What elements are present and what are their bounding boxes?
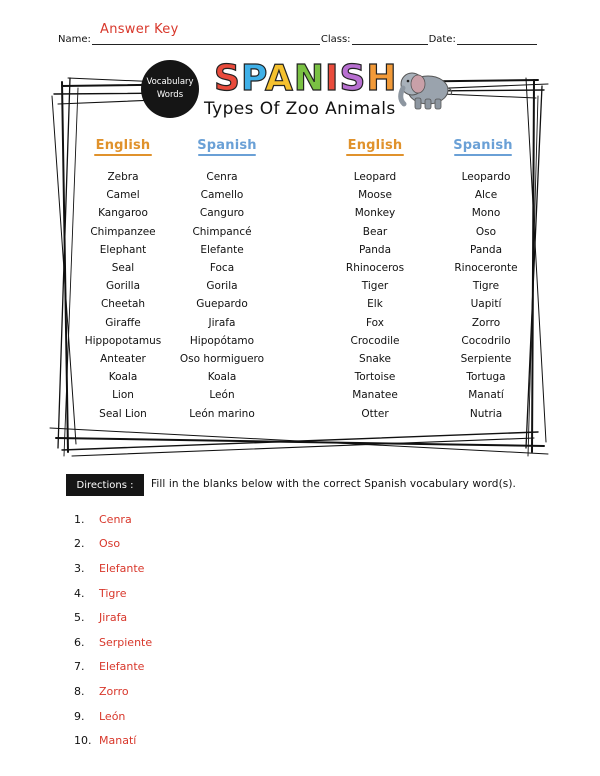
answer-row	[74, 605, 152, 630]
title-letter: I	[325, 58, 340, 99]
answer-number: 7.	[74, 660, 85, 674]
title-letter: H	[366, 58, 398, 99]
elephant-icon	[398, 68, 456, 112]
answer-list	[74, 507, 152, 753]
spanish-header-text: Spanish	[197, 138, 257, 153]
vocab-word: Anteater	[100, 353, 146, 366]
directions-text: Fill in the blanks below with the correct Spanish vocabulary word(s).	[151, 478, 516, 490]
vocab-word: Elephant	[99, 243, 147, 256]
answer-number: 4.	[74, 586, 85, 600]
spanish-header-text: Spanish	[453, 138, 513, 153]
vocab-word: Oso hormiguero	[179, 353, 265, 366]
badge-line-2: Words	[156, 90, 184, 100]
vocab-word: Tortoise	[354, 371, 396, 384]
name-label: Name:	[58, 34, 91, 45]
vocab-word: Guepardo	[196, 298, 248, 311]
answer-word: Cenra	[99, 512, 132, 526]
header-underline	[94, 154, 152, 156]
vocab-word: Fox	[366, 316, 384, 329]
vocab-word: León	[209, 389, 235, 402]
header-underline	[198, 154, 256, 156]
title-letter: S	[339, 58, 367, 99]
answer-word: Manatí	[99, 734, 137, 748]
vocab-word: Zebra	[107, 171, 139, 183]
answer-word: Elefante	[99, 561, 145, 575]
vocab-word: Cheetah	[100, 298, 146, 311]
vocab-word: Canguro	[199, 207, 245, 220]
vocab-word: Panda	[469, 243, 503, 256]
vocab-word: Chimpancé	[192, 225, 252, 238]
vocab-word: Snake	[359, 353, 391, 366]
vocab-word: Foca	[209, 262, 235, 275]
vocab-word: Crocodile	[350, 334, 400, 347]
vocab-word: Nutria	[469, 407, 503, 420]
vocab-word: Manatí	[468, 389, 504, 402]
vocab-word: Oso	[475, 225, 497, 238]
answer-number: 9.	[74, 709, 85, 723]
vocab-word: Tiger	[361, 280, 389, 293]
name-class-date-line	[58, 34, 548, 45]
header-underline	[346, 154, 404, 156]
vocab-word: Alce	[474, 189, 498, 202]
answer-number: 5.	[74, 611, 85, 625]
answer-row	[74, 556, 152, 581]
vocab-word: Elefante	[200, 243, 244, 256]
answer-number: 2.	[74, 537, 85, 551]
vocab-word: Panda	[358, 243, 392, 256]
title-letter: N	[293, 58, 326, 99]
answer-number: 1.	[74, 512, 85, 526]
vocab-word: Koala	[108, 371, 138, 384]
english-header-text: English	[347, 138, 403, 153]
vocab-word: León marino	[189, 407, 255, 420]
vocab-word: Otter	[361, 407, 389, 420]
vocab-word: Hippopotamus	[84, 334, 162, 347]
answer-row	[74, 581, 152, 606]
answer-number: 3.	[74, 561, 85, 575]
column-header-english	[68, 138, 178, 156]
answer-word: Elefante	[99, 660, 145, 674]
answer-number: 8.	[74, 684, 85, 698]
english-header-text: English	[95, 138, 151, 153]
header-underline	[454, 154, 512, 156]
answer-word: Serpiente	[99, 635, 153, 649]
title-letter: P	[240, 58, 266, 99]
vocab-column-spanish-2	[426, 168, 546, 423]
answer-word: Zorro	[99, 684, 129, 698]
column-header-english	[320, 138, 430, 156]
vocab-word: Moose	[358, 189, 392, 202]
date-blank	[457, 34, 537, 45]
answer-row	[74, 507, 152, 532]
vocab-word: Camello	[200, 189, 244, 202]
column-header-spanish	[172, 138, 282, 156]
vocab-word: Koala	[207, 371, 237, 384]
answer-row	[74, 655, 152, 680]
vocabulary-words-badge	[141, 60, 199, 118]
answer-number: 6.	[74, 635, 85, 649]
vocab-word: Seal Lion	[99, 407, 147, 420]
answer-word: Jirafa	[99, 611, 128, 625]
badge-line-1: Vocabulary	[146, 77, 194, 87]
name-blank	[92, 34, 320, 45]
answer-row	[74, 532, 152, 557]
column-header-spanish	[428, 138, 538, 156]
answer-row	[74, 704, 152, 729]
vocab-word: Gorila	[206, 280, 238, 293]
vocab-word: Tortuga	[466, 371, 506, 384]
vocab-column-spanish-1	[162, 168, 282, 423]
vocab-word: Lion	[112, 389, 134, 402]
vocab-word: Seal	[111, 262, 135, 275]
vocab-word: Bear	[362, 225, 388, 238]
vocab-word: Elk	[367, 298, 383, 311]
class-blank	[352, 34, 428, 45]
answer-word: León	[99, 709, 126, 723]
vocab-word: Monkey	[354, 207, 396, 220]
vocab-word: Giraffe	[105, 316, 141, 329]
date-label: Date:	[428, 34, 456, 45]
vocab-word: Jirafa	[208, 316, 236, 329]
title-letter: S	[214, 58, 241, 99]
answer-row	[74, 728, 152, 753]
vocab-word: Leopard	[353, 171, 397, 183]
answer-row	[74, 630, 152, 655]
vocab-word: Manatee	[352, 389, 398, 402]
vocab-word: Mono	[471, 207, 501, 220]
vocab-word: Kangaroo	[98, 207, 148, 220]
vocab-word: Chimpanzee	[90, 225, 156, 238]
title-letter: A	[265, 58, 294, 99]
answer-key-label: Answer Key	[100, 22, 179, 37]
vocab-word: Camel	[106, 189, 140, 202]
vocab-word: Rhinoceros	[345, 262, 405, 275]
vocab-word: Hipopótamo	[189, 334, 255, 347]
answer-number: 10.	[74, 734, 92, 748]
vocab-word: Tigre	[472, 280, 500, 293]
vocab-word: Cocodrilo	[461, 334, 511, 347]
vocab-word: Leopardo	[461, 171, 511, 183]
vocab-word: Cenra	[206, 171, 238, 183]
vocab-word: Rinoceronte	[454, 262, 518, 275]
answer-word: Oso	[99, 537, 121, 551]
vocab-column-english-2	[315, 168, 435, 423]
answer-word: Tigre	[99, 586, 127, 600]
answer-row	[74, 679, 152, 704]
vocab-word: Zorro	[471, 316, 501, 329]
vocab-word: Uapití	[470, 298, 502, 311]
vocab-word: Gorilla	[105, 280, 141, 293]
directions-label: Directions :	[66, 474, 144, 496]
page-subtitle: Types Of Zoo Animals	[204, 99, 396, 119]
page-title	[214, 60, 398, 98]
class-label: Class:	[320, 34, 351, 45]
vocab-word: Serpiente	[460, 353, 512, 366]
